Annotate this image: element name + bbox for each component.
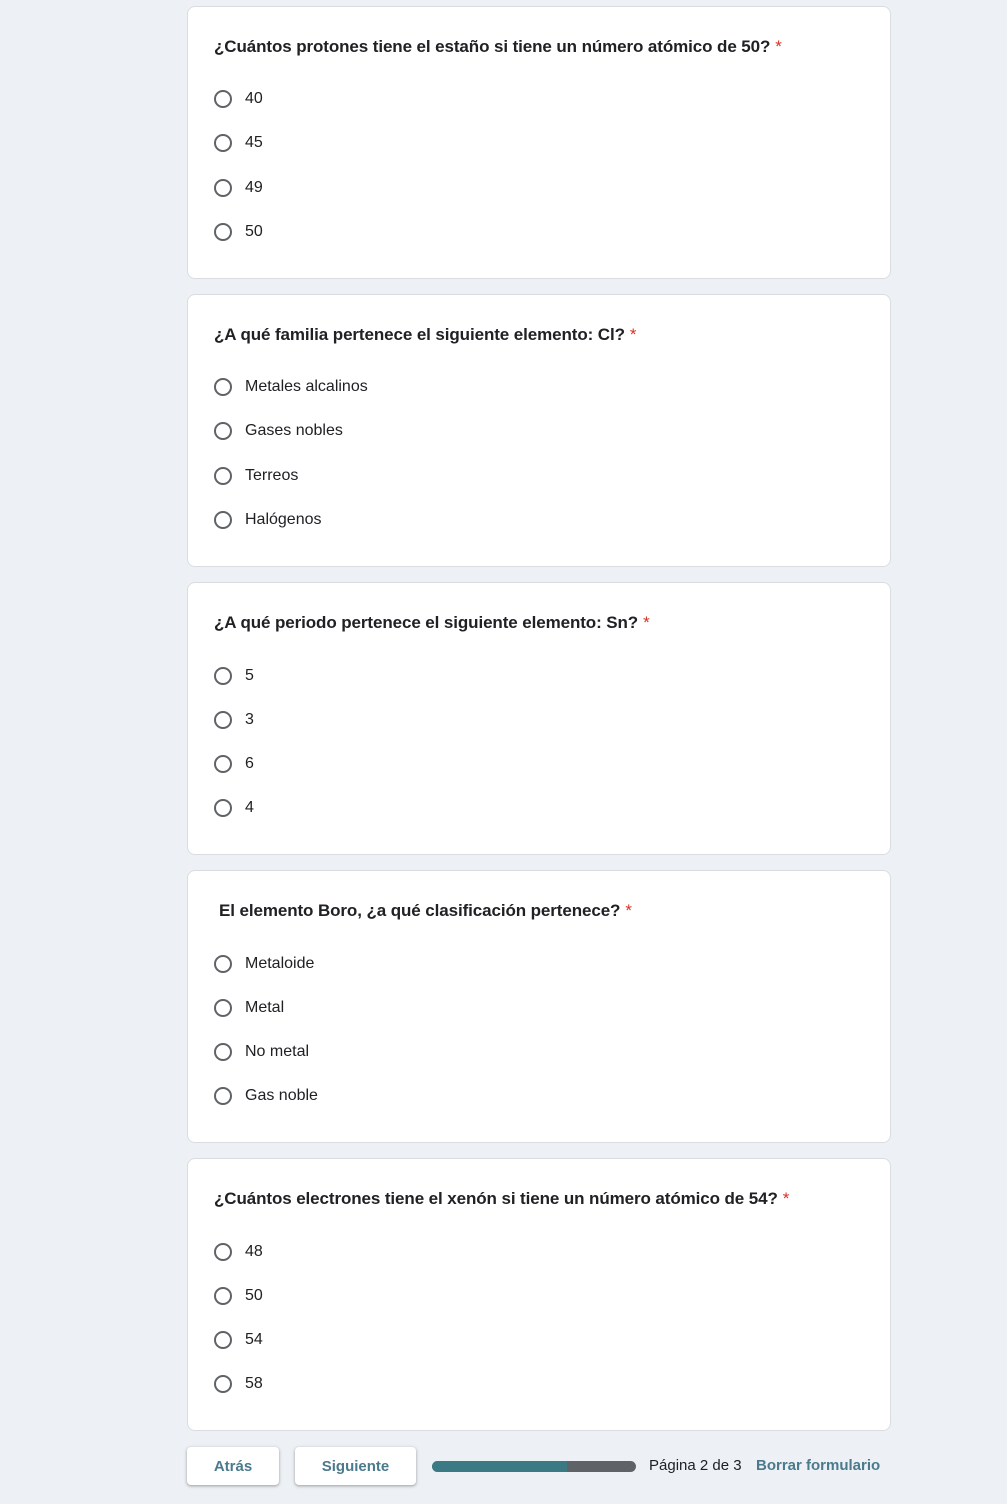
option-label: 58 (245, 1375, 263, 1392)
radio-option[interactable] (214, 87, 263, 111)
progress-bar-fill (432, 1461, 567, 1472)
next-button[interactable]: Siguiente (295, 1447, 416, 1485)
radio-circle-icon[interactable] (214, 799, 232, 817)
radio-option[interactable] (214, 1328, 263, 1352)
radio-circle-icon[interactable] (214, 1043, 232, 1061)
radio-circle-icon[interactable] (214, 467, 232, 485)
question-card-3 (187, 582, 891, 855)
radio-circle-icon[interactable] (214, 1087, 232, 1105)
radio-option[interactable] (214, 419, 343, 443)
radio-circle-icon[interactable] (214, 422, 232, 440)
question-card-4 (187, 870, 891, 1143)
radio-option[interactable] (214, 220, 263, 244)
radio-option[interactable] (214, 508, 322, 532)
radio-circle-icon[interactable] (214, 1243, 232, 1261)
required-asterisk: * (625, 901, 632, 920)
radio-option[interactable] (214, 796, 254, 820)
radio-option[interactable] (214, 464, 298, 488)
option-label: 54 (245, 1331, 263, 1348)
option-label: 5 (245, 667, 254, 684)
required-asterisk: * (629, 325, 637, 344)
radio-option[interactable] (214, 1372, 263, 1396)
radio-circle-icon[interactable] (214, 1287, 232, 1305)
question-title: El elemento Boro, ¿a qué clasificación pertenece? * (219, 901, 632, 920)
radio-option[interactable] (214, 1084, 318, 1108)
radio-circle-icon[interactable] (214, 223, 232, 241)
clear-form-link[interactable]: Borrar formulario (756, 1457, 881, 1474)
option-label: 50 (245, 1287, 263, 1304)
radio-option[interactable] (214, 664, 254, 688)
radio-circle-icon[interactable] (214, 667, 232, 685)
radio-circle-icon[interactable] (214, 711, 232, 729)
radio-circle-icon[interactable] (214, 90, 232, 108)
question-card-2 (187, 294, 891, 567)
option-label: Metaloide (245, 955, 315, 972)
required-asterisk: * (643, 613, 650, 632)
option-label: No metal (245, 1043, 310, 1060)
option-label: 40 (245, 90, 263, 107)
option-label: Terreos (245, 467, 299, 484)
question-title: ¿Cuántos electrones tiene el xenón si tiene un número atómico de 54? * (214, 1189, 790, 1208)
radio-option[interactable] (214, 708, 254, 732)
radio-option[interactable] (214, 752, 254, 776)
option-label: 4 (245, 799, 254, 816)
question-card-1 (187, 6, 891, 279)
radio-circle-icon[interactable] (214, 1375, 232, 1393)
radio-option[interactable] (214, 996, 284, 1020)
radio-circle-icon[interactable] (214, 999, 232, 1017)
radio-option[interactable] (214, 1040, 309, 1064)
radio-circle-icon[interactable] (214, 955, 232, 973)
option-label: 49 (245, 179, 263, 196)
option-label: 48 (245, 1243, 263, 1260)
page-indicator: Página 2 de 3 (649, 1457, 742, 1474)
option-label: Gases nobles (245, 422, 343, 439)
option-label: Metales alcalinos (245, 378, 368, 395)
radio-circle-icon[interactable] (214, 755, 232, 773)
option-label: 3 (245, 711, 254, 728)
back-button[interactable]: Atrás (187, 1447, 279, 1485)
option-label: 45 (245, 134, 263, 151)
option-label: 6 (245, 755, 254, 772)
question-card-5 (187, 1158, 891, 1431)
option-label: Metal (245, 999, 285, 1016)
question-title: ¿A qué familia pertenece el siguiente elemento: Cl? * (214, 325, 637, 344)
radio-option[interactable] (214, 375, 368, 399)
radio-circle-icon[interactable] (214, 179, 232, 197)
radio-option[interactable] (214, 176, 263, 200)
radio-option[interactable] (214, 1284, 263, 1308)
question-title: ¿Cuántos protones tiene el estaño si tiene un número atómico de 50? * (214, 37, 782, 56)
question-title: ¿A qué periodo pertenece el siguiente elemento: Sn? * (214, 613, 650, 632)
radio-option[interactable] (214, 952, 314, 976)
option-label: 50 (245, 223, 263, 240)
radio-circle-icon[interactable] (214, 1331, 232, 1349)
required-asterisk: * (775, 37, 782, 56)
required-asterisk: * (782, 1189, 790, 1208)
radio-circle-icon[interactable] (214, 378, 232, 396)
progress-bar (432, 1461, 636, 1472)
radio-circle-icon[interactable] (214, 134, 232, 152)
radio-option[interactable] (214, 1240, 263, 1264)
radio-circle-icon[interactable] (214, 511, 232, 529)
option-label: Gas noble (245, 1087, 318, 1104)
option-label: Halógenos (245, 511, 322, 528)
radio-option[interactable] (214, 131, 263, 155)
